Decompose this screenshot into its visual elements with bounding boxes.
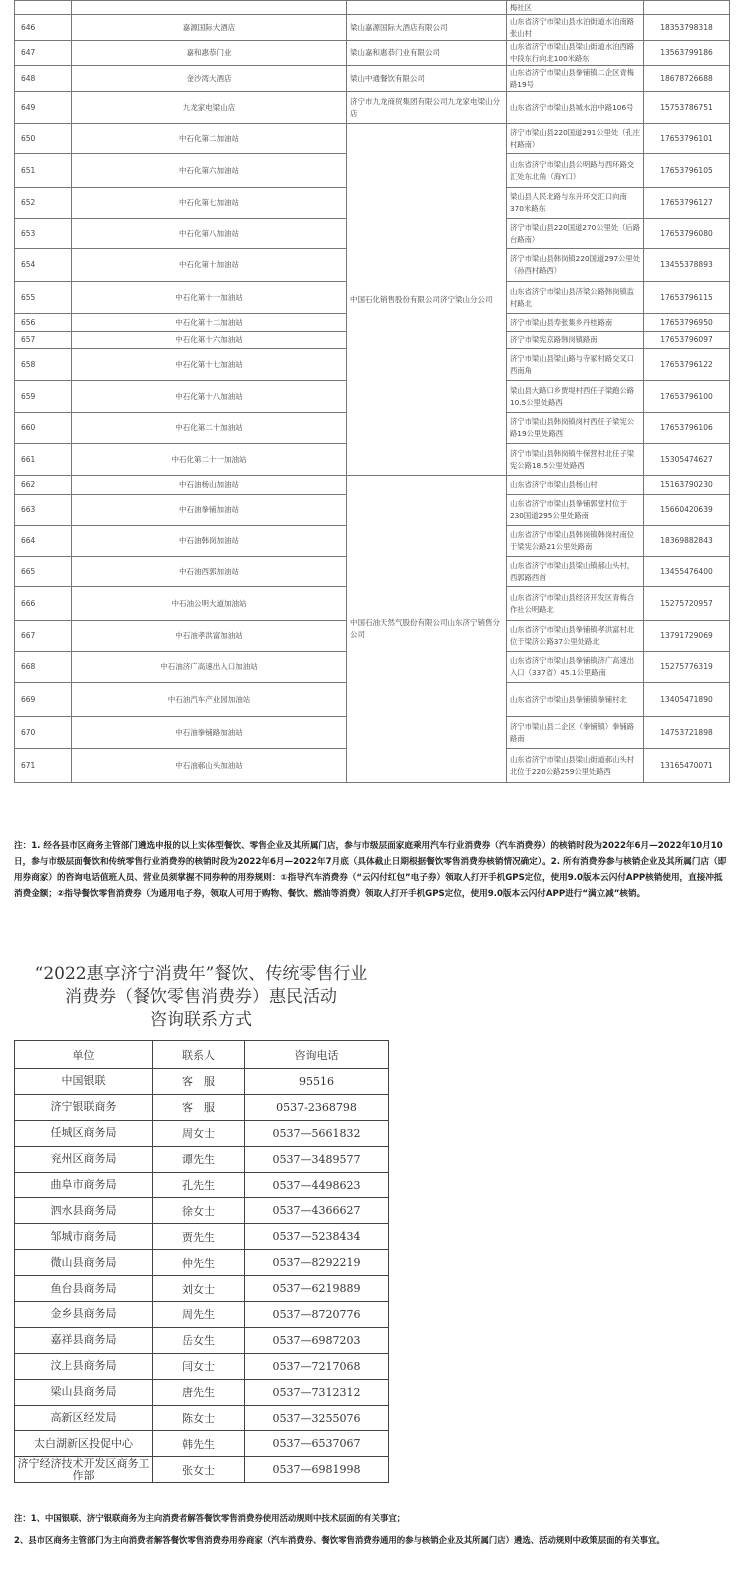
merchant-address-cell: 济宁市梁山县寿张集乡丹桂路南 <box>507 314 644 332</box>
merchant-phone-cell: 17653796105 <box>644 154 730 188</box>
merchant-address-cell: 济宁市梁山县韩岗镇牛保营村北任子梁宪公路18.5公里处路西 <box>507 444 644 476</box>
merchant-no-cell: 661 <box>15 444 72 476</box>
contact-title <box>14 963 388 1032</box>
contact-phone-cell: 0537—4366627 <box>245 1198 389 1224</box>
contact-unit-cell: 嘉祥县商务局 <box>15 1327 153 1353</box>
merchant-phone-cell: 17653796950 <box>644 314 730 332</box>
merchant-store-cell: 中石油西郭加油站 <box>72 557 347 587</box>
contact-person-cell: 陈女士 <box>153 1405 245 1431</box>
merchant-phone-cell: 13455378893 <box>644 249 730 282</box>
merchant-address-cell: 济宁市梁宪京路韩岗镇路南 <box>507 332 644 349</box>
contact-phone-cell: 0537-2368798 <box>245 1094 389 1120</box>
merchant-phone-cell: 15275720957 <box>644 587 730 621</box>
merchant-address-cell: 济宁市梁山县二企区（拳铺镇）拳铺路路南 <box>507 717 644 749</box>
merchant-store-cell: 中石化第十八加油站 <box>72 381 347 413</box>
merchant-address-cell: 济宁市梁山县韩岗镇220国道297公里处（孙西村路西） <box>507 249 644 282</box>
contact-unit-cell: 高新区经发局 <box>15 1405 153 1431</box>
contact-unit-cell: 金乡县商务局 <box>15 1302 153 1328</box>
merchant-address-cell: 济宁市梁山县梁山路与寺冢村路交叉口西南角 <box>507 349 644 381</box>
contact-person-cell: 徐女士 <box>153 1198 245 1224</box>
contact-person-cell: 岳女生 <box>153 1327 245 1353</box>
contact-unit-cell: 微山县商务局 <box>15 1250 153 1276</box>
merchant-no-cell: 660 <box>15 413 72 444</box>
contact-unit-cell: 曲阜市商务局 <box>15 1172 153 1198</box>
merchant-store-cell: 中石油济广高速出入口加油站 <box>72 652 347 683</box>
contact-row <box>15 1172 389 1198</box>
contact-person-cell: 孔先生 <box>153 1172 245 1198</box>
table-row <box>15 66 730 92</box>
contact-row <box>15 1224 389 1250</box>
merchant-address-cell: 山东省济宁市梁山县经济开发区青梅合作社公明路北 <box>507 587 644 621</box>
merchant-address-cell: 梁山县大路口乡贾堤村西任子梁跑公路10.5公里处路西 <box>507 381 644 413</box>
merchant-address-cell: 山东省济宁市梁山县拳铺镇孝洪富村北位于梁济公路37公里处路北 <box>507 621 644 652</box>
contact-person-cell: 客 服 <box>153 1094 245 1120</box>
merchant-store-cell: 中石油郝山头加油站 <box>72 749 347 783</box>
merchant-phone-cell: 13563799186 <box>644 41 730 66</box>
contact-person-cell: 周先生 <box>153 1302 245 1328</box>
merchant-phone-cell: 13405471890 <box>644 683 730 717</box>
merchant-store-cell: 中石油杨山加油站 <box>72 476 347 495</box>
merchant-address-cell: 山东省济宁市梁山县拳铺镇二企区青梅路19号 <box>507 66 644 92</box>
merchant-store-cell <box>72 1 347 15</box>
merchant-phone-cell: 17653796106 <box>644 413 730 444</box>
merchant-company-cell: 梁山嘉和惠恭门业有限公司 <box>347 41 507 66</box>
table-row <box>15 41 730 66</box>
merchant-store-cell: 中石化第十七加油站 <box>72 349 347 381</box>
merchant-phone-cell: 15275776319 <box>644 652 730 683</box>
contact-unit-cell: 济宁经济技术开发区商务工作部 <box>15 1457 153 1483</box>
merchant-phone-cell: 15305474627 <box>644 444 730 476</box>
contact-phone-cell: 0537—3489577 <box>245 1146 389 1172</box>
merchant-phone-cell: 17653796122 <box>644 349 730 381</box>
merchant-store-cell: 中石化第二十一加油站 <box>72 444 347 476</box>
merchant-store-cell: 中石油拳铺加油站 <box>72 495 347 526</box>
contact-unit-cell: 太白湖新区投促中心 <box>15 1431 153 1457</box>
contact-row <box>15 1405 389 1431</box>
merchant-phone-cell: 18678726688 <box>644 66 730 92</box>
contact-header-row <box>15 1041 389 1069</box>
merchant-store-cell: 中石化第十加油站 <box>72 249 347 282</box>
merchant-store-cell: 中石油拳铺路加油站 <box>72 717 347 749</box>
contact-unit-cell: 兖州区商务局 <box>15 1146 153 1172</box>
merchant-table-body <box>15 1 730 783</box>
merchant-store-cell: 中石化第十六加油站 <box>72 332 347 349</box>
contact-unit-cell: 梁山县商务局 <box>15 1379 153 1405</box>
merchant-no-cell: 664 <box>15 526 72 557</box>
contact-person-cell: 韩先生 <box>153 1431 245 1457</box>
merchant-address-cell: 山东省济宁市梁山县韩岗镇韩岗村南位于梁宪公路21公里处路南 <box>507 526 644 557</box>
contact-row <box>15 1069 389 1095</box>
merchant-phone-cell: 17653796080 <box>644 219 730 249</box>
merchant-no-cell: 659 <box>15 381 72 413</box>
merchant-company-cell <box>347 1 507 15</box>
merchant-no-cell: 648 <box>15 66 72 92</box>
contact-phone-cell: 0537—7312312 <box>245 1379 389 1405</box>
table-row <box>15 124 730 154</box>
merchant-address-cell: 济宁市梁山县220国道291公里处（孔庄村路南） <box>507 124 644 154</box>
merchant-phone-cell: 15163790230 <box>644 476 730 495</box>
contact-phone-cell: 0537—6981998 <box>245 1457 389 1483</box>
merchant-no-cell: 651 <box>15 154 72 188</box>
merchant-address-cell: 山东省济宁市梁山县拳铺郭堂村位于230国道295公里处路南 <box>507 495 644 526</box>
merchant-no-cell: 650 <box>15 124 72 154</box>
contact-phone-cell: 0537—6537067 <box>245 1431 389 1457</box>
merchant-no-cell: 655 <box>15 282 72 314</box>
merchant-store-cell: 中石化第十一加油站 <box>72 282 347 314</box>
merchant-phone-cell: 13165470071 <box>644 749 730 783</box>
contact-person-cell: 谭先生 <box>153 1146 245 1172</box>
merchant-phone-cell: 17653796100 <box>644 381 730 413</box>
table-row <box>15 476 730 495</box>
merchant-no-cell <box>15 1 72 15</box>
contact-row <box>15 1094 389 1120</box>
merchant-address-cell: 山东省济宁市梁山县济梁公路韩岗镇监村路北 <box>507 282 644 314</box>
contact-row <box>15 1327 389 1353</box>
merchant-no-cell: 662 <box>15 476 72 495</box>
contact-unit-cell: 任城区商务局 <box>15 1120 153 1146</box>
contact-row <box>15 1457 389 1483</box>
header-person: 联系人 <box>153 1041 245 1069</box>
merchant-address-cell: 山东省济宁市梁山县拳铺镇拳铺村北 <box>507 683 644 717</box>
merchant-phone-cell: 15660420639 <box>644 495 730 526</box>
merchant-no-cell: 671 <box>15 749 72 783</box>
merchant-no-cell: 649 <box>15 92 72 124</box>
merchant-address-cell: 山东省济宁市梁山县梁山街道郝山头村北位于220公路259公里处路西 <box>507 749 644 783</box>
contact-unit-cell: 邹城市商务局 <box>15 1224 153 1250</box>
merchant-phone-cell: 17653796127 <box>644 188 730 219</box>
merchant-store-cell: 中石化第六加油站 <box>72 154 347 188</box>
merchant-address-cell: 山东省济宁市梁山县梁山街道水泊西路中段东行向北100米路东 <box>507 41 644 66</box>
contact-person-cell: 张女士 <box>153 1457 245 1483</box>
contact-phone-cell: 0537—6987203 <box>245 1327 389 1353</box>
header-phone: 咨询电话 <box>245 1041 389 1069</box>
merchant-store-cell: 嘉源国际大酒店 <box>72 15 347 41</box>
contact-row <box>15 1353 389 1379</box>
merchant-no-cell: 663 <box>15 495 72 526</box>
contact-footnote-line: 2、县市区商务主管部门为主向消费者解答餐饮零售消费券用券商家（汽车消费券、餐饮零售消费券通用的参与核销企业及其所属门店）遴选、活动规则中政策层面的有关事宜。 <box>14 1535 665 1545</box>
merchant-no-cell: 656 <box>15 314 72 332</box>
merchant-phone-cell <box>644 1 730 15</box>
merchant-no-cell: 668 <box>15 652 72 683</box>
contact-unit-cell: 鱼台县商务局 <box>15 1276 153 1302</box>
contact-phone-cell: 0537—5661832 <box>245 1120 389 1146</box>
contact-phone-cell: 0537—3255076 <box>245 1405 389 1431</box>
merchant-phone-cell: 15753786751 <box>644 92 730 124</box>
merchant-address-cell: 山东省济宁市梁山县拳铺镇济广高速出入口（337省）45.1公里路南 <box>507 652 644 683</box>
merchant-phone-cell: 18369882843 <box>644 526 730 557</box>
merchant-no-cell: 667 <box>15 621 72 652</box>
merchant-store-cell: 中石化第二加油站 <box>72 124 347 154</box>
merchant-address-cell: 梅社区 <box>507 1 644 15</box>
merchant-no-cell: 670 <box>15 717 72 749</box>
contact-phone-cell: 0537—8720776 <box>245 1302 389 1328</box>
contact-phone-cell: 95516 <box>245 1069 389 1095</box>
merchant-address-cell: 济宁市梁山县韩岗镇岗村西任子梁宪公路19公里处路西 <box>507 413 644 444</box>
merchant-store-cell: 九龙家电梁山店 <box>72 92 347 124</box>
merchant-address-cell: 山东省济宁市梁山县公明路与西环路交汇处东北角（海Y口） <box>507 154 644 188</box>
merchant-phone-cell: 13455476400 <box>644 557 730 587</box>
contact-phone-cell: 0537—4498623 <box>245 1172 389 1198</box>
merchant-no-cell: 653 <box>15 219 72 249</box>
merchant-phone-cell: 17653796115 <box>644 282 730 314</box>
contact-person-cell: 刘女士 <box>153 1276 245 1302</box>
contact-phone-cell: 0537—6219889 <box>245 1276 389 1302</box>
merchant-no-cell: 658 <box>15 349 72 381</box>
contact-unit-cell: 汶上县商务局 <box>15 1353 153 1379</box>
merchant-phone-cell: 14753721898 <box>644 717 730 749</box>
merchant-no-cell: 666 <box>15 587 72 621</box>
contact-row <box>15 1379 389 1405</box>
merchant-address-cell: 山东省济宁市梁山县梁山镇郝山头村，西郭路西首 <box>507 557 644 587</box>
header-unit: 单位 <box>15 1041 153 1069</box>
contact-person-cell: 闫女士 <box>153 1353 245 1379</box>
contact-unit-cell: 中国银联 <box>15 1069 153 1095</box>
contact-table <box>14 1040 389 1483</box>
contact-phone-cell: 0537—5238434 <box>245 1224 389 1250</box>
contact-phone-cell: 0537—7217068 <box>245 1353 389 1379</box>
merchant-no-cell: 646 <box>15 15 72 41</box>
contact-table-body <box>15 1069 389 1483</box>
merchant-address-cell: 山东省济宁市梁山县城水泊中路106号 <box>507 92 644 124</box>
contact-row <box>15 1146 389 1172</box>
merchant-store-cell: 中石油公明大道加油站 <box>72 587 347 621</box>
table-row <box>15 15 730 41</box>
contact-row <box>15 1120 389 1146</box>
contact-unit-cell: 泗水县商务局 <box>15 1198 153 1224</box>
contact-row <box>15 1302 389 1328</box>
merchant-store-cell: 中石油汽车产业园加油站 <box>72 683 347 717</box>
contact-row <box>15 1198 389 1224</box>
merchant-address-cell: 山东省济宁市梁山县杨山村 <box>507 476 644 495</box>
contact-row <box>15 1431 389 1457</box>
merchant-no-cell: 652 <box>15 188 72 219</box>
contact-unit-cell: 济宁银联商务 <box>15 1094 153 1120</box>
merchant-store-cell: 金沙湾大酒店 <box>72 66 347 92</box>
table-row <box>15 92 730 124</box>
merchant-company-cell: 梁山嘉源国际大酒店有限公司 <box>347 15 507 41</box>
merchant-no-cell: 647 <box>15 41 72 66</box>
merchant-address-cell: 梁山县人民北路与东升环交汇口向南370米路东 <box>507 188 644 219</box>
merchant-no-cell: 665 <box>15 557 72 587</box>
contact-person-cell: 贾先生 <box>153 1224 245 1250</box>
table-row <box>15 1 730 15</box>
contact-person-cell: 仲先生 <box>153 1250 245 1276</box>
contact-row <box>15 1250 389 1276</box>
merchant-company-cell: 梁山中通餐饮有限公司 <box>347 66 507 92</box>
merchant-address-cell: 济宁市梁山县220国道270公里处（后路台路南） <box>507 219 644 249</box>
merchant-no-cell: 654 <box>15 249 72 282</box>
contact-phone-cell: 0537—8292219 <box>245 1250 389 1276</box>
merchant-footnote: 注：1. 经各县市区商务主管部门遴选申报的以上实体型餐饮、零售企业及其所属门店，参与市级层面家庭乘用汽车行业消费券（汽车消费券）的核销时段为2022年6月—2022年10月10日，参与市级层面餐饮和传统零售行业消费券的核销时段为2022年6月—2022年7月底（具体截止日期根据餐饮零售消费券核销情况确定）。2. 所有消费券参与核销企业及其所属门店（即用券商家）的咨询电话值班人员、营业员须掌握不同券种的用券规则：①指导汽车消费券（“云闪付红包”电子券）领取人打开手机GPS定位，使用9.0版本云闪付APP核销使用，直接冲抵消费金额；②指导餐饮零售消费券（为通用电子券，领取人可用于购物、餐饮、燃油等消费）领取人打开手机GPS定位，使用9.0版本云闪付APP进行“满立减”核销。 <box>14 841 727 899</box>
contact-person-cell: 客 服 <box>153 1069 245 1095</box>
merchant-phone-cell: 17653796097 <box>644 332 730 349</box>
contact-title-line: 咨询联系方式 <box>150 1010 252 1030</box>
merchant-phone-cell: 13791729069 <box>644 621 730 652</box>
merchant-phone-cell: 18353798318 <box>644 15 730 41</box>
merchant-store-cell: 中石化第二十加油站 <box>72 413 347 444</box>
merchant-store-cell: 中石化第八加油站 <box>72 219 347 249</box>
merchant-company-cell: 济宁市九龙商贸集团有限公司九龙家电梁山分店 <box>347 92 507 124</box>
contact-person-cell: 周女士 <box>153 1120 245 1146</box>
contact-person-cell: 唐先生 <box>153 1379 245 1405</box>
merchant-phone-cell: 17653796101 <box>644 124 730 154</box>
contact-title-line: 消费券（餐饮零售消费券）惠民活动 <box>65 987 337 1007</box>
merchant-store-cell: 中石油韩岗加油站 <box>72 526 347 557</box>
merchant-no-cell: 657 <box>15 332 72 349</box>
merchant-address-cell: 山东省济宁市梁山县水泊街道水泊南路张山村 <box>507 15 644 41</box>
merchant-store-cell: 嘉和惠恭门业 <box>72 41 347 66</box>
merchant-store-cell: 中石化第七加油站 <box>72 188 347 219</box>
merchant-store-cell: 中石化第十二加油站 <box>72 314 347 332</box>
contact-footnote <box>14 1507 730 1551</box>
merchant-company-cell: 中国石化销售股份有限公司济宁梁山分公司 <box>347 124 507 476</box>
contact-title-line: “2022惠享济宁消费年”餐饮、传统零售行业 <box>34 964 368 984</box>
contact-row <box>15 1276 389 1302</box>
merchant-store-cell: 中石油孝洪富加油站 <box>72 621 347 652</box>
merchant-no-cell: 669 <box>15 683 72 717</box>
merchant-table <box>14 0 730 783</box>
contact-footnote-line: 注：1、中国银联、济宁银联商务为主向消费者解答餐饮零售消费券使用活动规则中技术层面的有关事宜； <box>14 1513 406 1523</box>
merchant-company-cell: 中国石油天然气股份有限公司山东济宁销售分公司 <box>347 476 507 783</box>
